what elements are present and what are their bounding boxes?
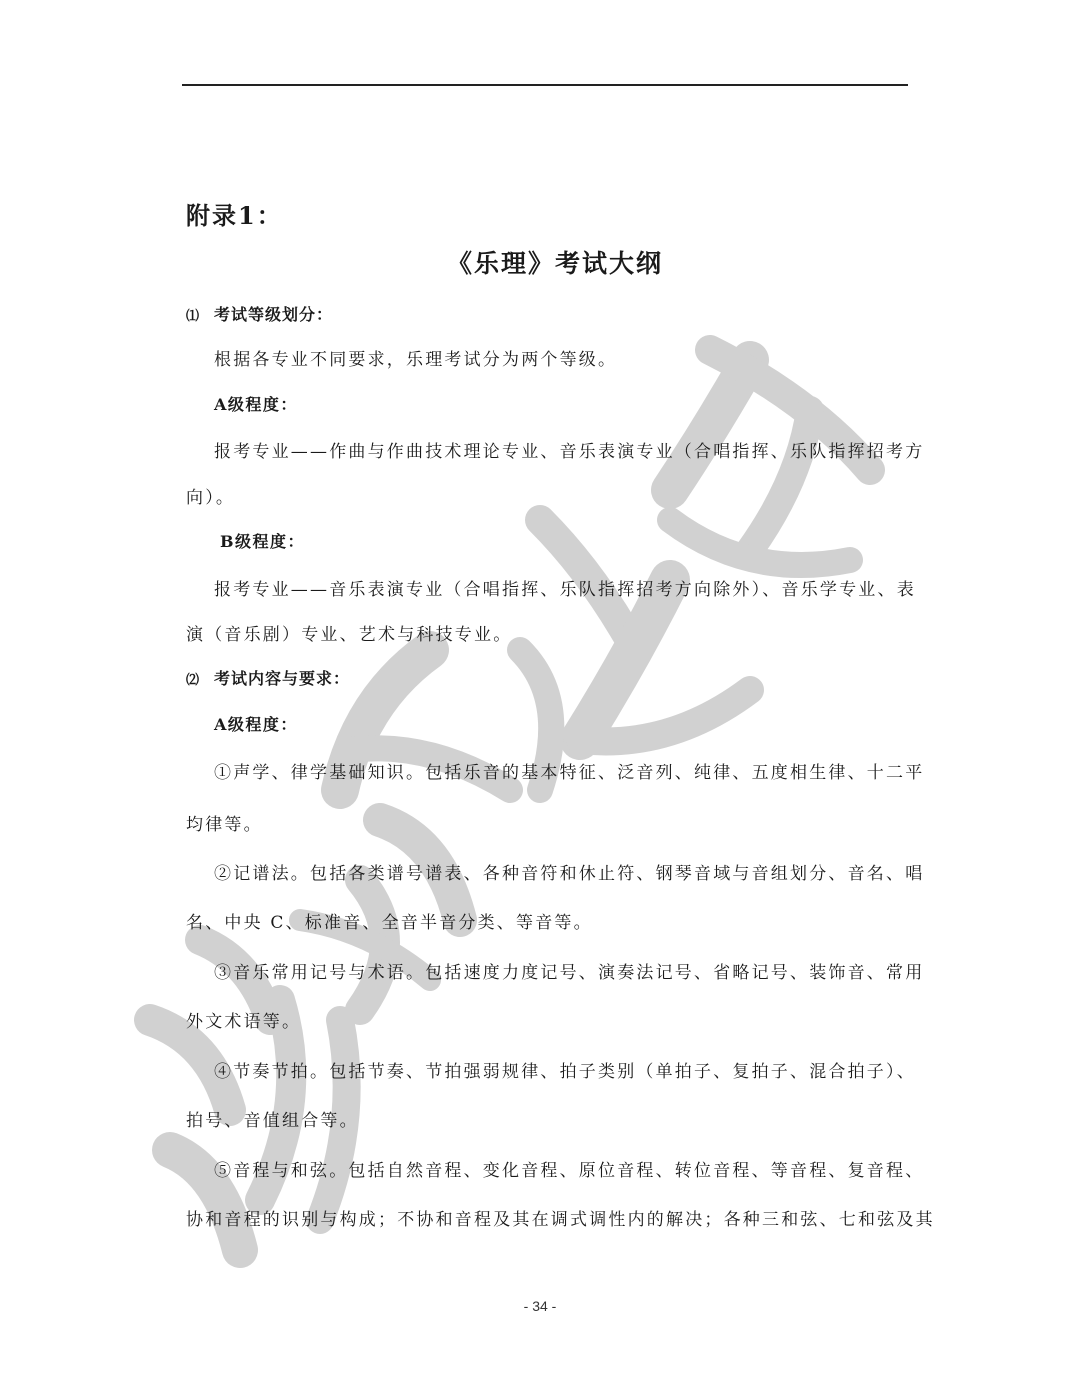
section-2-title: 考试内容与要求： [214,669,351,688]
level-b-label: B级程度： [220,532,306,551]
section-1-title: 考试等级划分： [214,305,334,324]
item-1-line-1: ①声学、律学基础知识。包括乐音的基本特征、泛音列、纯律、五度相生律、十二平 [214,763,925,783]
item-4-line-1: ④节奏节拍。包括节奏、节拍强弱规律、拍子类别（单拍子、复拍子、混合拍子）、 [214,1062,916,1082]
level-b-line-1: 报考专业——音乐表演专业（合唱指挥、乐队指挥招考方向除外）、音乐学专业、表 [214,580,916,600]
item-3-line-2: 外文术语等。 [186,1012,302,1032]
section-2-level-a-label: A级程度： [214,715,298,734]
level-a-line-1: 报考专业——作曲与作曲技术理论专业、音乐表演专业（合唱指挥、乐队指挥招考方 [214,442,925,462]
intro-paragraph: 根据各专业不同要求，乐理考试分为两个等级。 [214,350,618,370]
appendix-label: 附录1： [186,201,283,230]
level-a-label: A级程度： [214,395,298,414]
level-a-line-2: 向）。 [186,488,236,508]
item-2-line-2: 名、中央 C、标准音、全音半音分类、等音等。 [186,913,593,933]
item-5-line-1: ⑤音程与和弦。包括自然音程、变化音程、原位音程、转位音程、等音程、复音程、 [214,1161,925,1181]
section-2-number: ⑵ [186,673,201,688]
item-4-line-2: 拍号、音值组合等。 [186,1111,359,1131]
item-5-line-2: 协和音程的识别与构成；不协和音程及其在调式调性内的解决；各种三和弦、七和弦及其 [186,1210,935,1230]
section-1-number: ⑴ [186,309,201,324]
section-1-heading [186,302,333,325]
document-title: 《乐理》考试大纲 [446,249,663,278]
section-2-heading [186,666,350,689]
level-b-line-2: 演（音乐剧）专业、艺术与科技专业。 [186,625,513,645]
item-1-line-2: 均律等。 [186,815,263,835]
page-number: - 34 - [523,1298,557,1314]
item-2-line-1: ②记谱法。包括各类谱号谱表、各种音符和休止符、钢琴音域与音组划分、音名、唱 [214,864,925,884]
item-3-line-1: ③音乐常用记号与术语。包括速度力度记号、演奏法记号、省略记号、装饰音、常用 [214,963,925,983]
